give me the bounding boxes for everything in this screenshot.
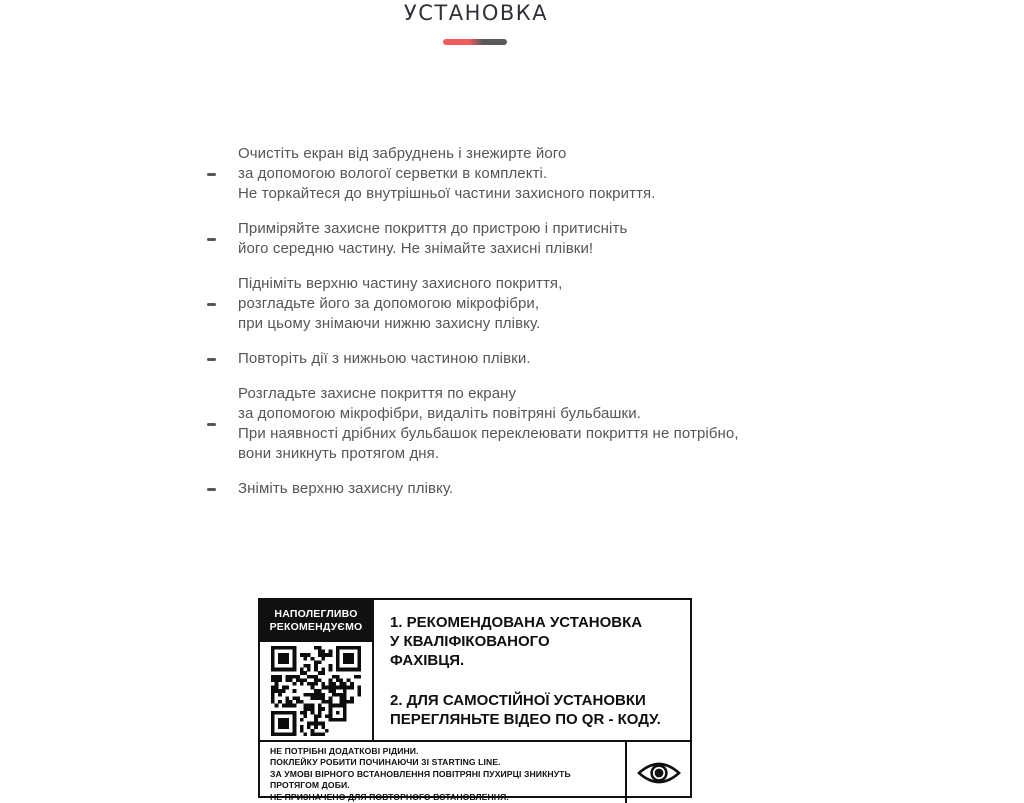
instruction-line: Повторіть дії з нижньою частиною плівки. [238,350,531,367]
recommendation-line: 1. РЕКОМЕНДОВАНА УСТАНОВКА [390,614,643,631]
bullet-dash-icon [207,358,216,361]
sticker-footnotes [260,742,627,803]
instruction-item [207,219,907,259]
sticker-header-line: РЕКОМЕНДУЄМО [269,621,363,633]
instruction-line: Підніміть верхню частину захисного покриття, [238,275,563,292]
footnote-line: ПОКЛЕЙКУ РОБИТИ ПОЧИНАЮЧИ ЗІ STARTING LINE. [270,757,501,768]
instruction-line: за допомогою мікрофібри, видаліть повітряні бульбашки. [238,405,641,422]
recommendation-paragraph [390,613,684,670]
recommendation-sticker [258,598,692,802]
instruction-line: при цьому знімаючи нижню захисну плівку. [238,315,541,332]
sticker-header-line: НАПОЛЕГЛИВО [274,608,358,620]
instruction-text [238,349,531,369]
instruction-item [207,274,907,334]
recommendation-line: ФАХІВЦЯ. [390,652,465,669]
bullet-dash-icon [207,173,216,176]
qr-code [260,642,372,740]
instruction-text [238,274,562,334]
instruction-line: Не торкайтеся до внутрішньої частини захисного покриття. [238,185,656,202]
instruction-line: за допомогою вологої серветки в комплекті. [238,165,548,182]
instructions-list [207,144,907,514]
instruction-item [207,384,907,464]
page-title: УСТАНОВКА [403,1,549,25]
sticker-bottom-row [260,742,690,803]
recommendation-line: ПЕРЕГЛЯНЬТЕ ВІДЕО ПО QR - КОДУ. [390,711,661,728]
sticker-top-row [260,600,690,742]
eye-icon [637,758,681,788]
sticker-qr-cell [260,600,374,740]
instruction-line: вони зникнуть протягом дня. [238,445,440,462]
instruction-item [207,479,907,499]
bullet-dash-icon [207,303,216,306]
footnote-line: ЗА УМОВІ ВІРНОГО ВСТАНОВЛЕННЯ ПОВІТРЯНІ ПУХИРЦІ ЗНИКНУТЬ ПРОТЯГОМ ДОБИ. [270,768,571,791]
qr-code-icon [271,646,361,736]
bullet-dash-icon [207,488,216,491]
instruction-item [207,144,907,204]
recommendation-paragraph [390,691,684,729]
recommendation-line: У КВАЛІФІКОВАНОГО [390,633,550,650]
footnote-line: НЕ ПОТРІБНІ ДОДАТКОВІ РІДИНИ. [270,746,419,756]
instruction-line: Зніміть верхню захисну плівку. [238,480,454,497]
instruction-line: Очистіть екран від забруднень і знежирте його [238,145,567,162]
recommendation-line: 2. ДЛЯ САМОСТІЙНОЇ УСТАНОВКИ [390,692,646,709]
bullet-dash-icon [207,423,216,426]
instruction-text [238,144,656,204]
instruction-line: розгладьте його за допомогою мікрофібри, [238,295,540,312]
sticker-header [260,600,372,642]
instruction-text [238,219,627,259]
instruction-line: Приміряйте захисне покриття до пристрою і притисніть [238,220,628,237]
instruction-text [238,479,453,499]
title-divider [443,39,507,45]
instruction-line: При наявності дрібних бульбашок переклеювати покриття не потрібно, [238,425,739,442]
instruction-line: Розгладьте захисне покриття по екрану [238,385,517,402]
instruction-item [207,349,907,369]
sticker-recommendations [374,600,690,740]
eye-cell [627,742,690,803]
bullet-dash-icon [207,238,216,241]
footnote-line: НЕ ПРИЗНАЧЕНО ДЛЯ ПОВТОРНОГО ВСТАНОВЛЕННЯ. [270,791,509,802]
instruction-line: його середню частину. Не знімайте захисні плівки! [238,240,594,257]
instruction-text [238,384,739,464]
